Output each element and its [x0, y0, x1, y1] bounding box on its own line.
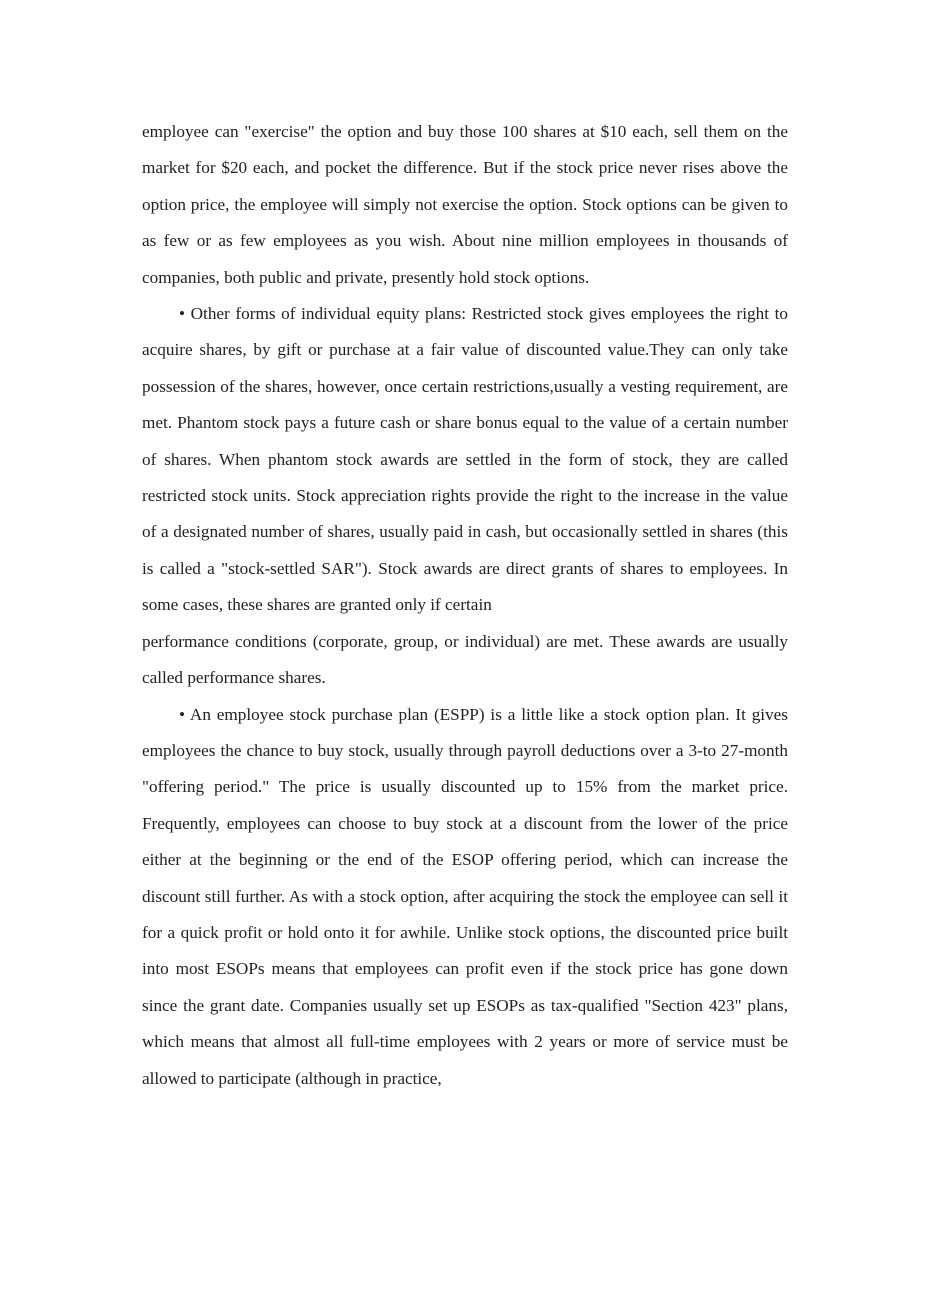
paragraph-stock-options-continued: employee can "exercise" the option and buy those 100 shares at $10 each, sell them on the market for $20 each, and pocket the difference. But if the stock price never rises above the option price, the employee will simply not exercise the option. Stock options can be given to as few or as few employees as you wish. About nine million employees in thousands of companies, both public and private, presently hold stock options. — [142, 122, 788, 287]
paragraph-other-equity-plans: • Other forms of individual equity plans: Restricted stock gives employees the right to acquire shares, by gift or purchase at a fair value of discounted value.They can only take possession of the shares, however, once certain restrictions,usually a vesting requirement, are met. Phantom stock pays a future cash or share bonus equal to the value of a certain number of shares. When phantom stock awards are settled in the form of stock, they are called restricted stock units. Stock appreciation rights provide the right to the increase in the value of a designated number of shares, usually paid in cash, but occasionally settled in shares (this is called a "stock-settled SAR"). Stock awards are direct grants of shares to employees. In some cases, these shares are granted only if certain — [142, 304, 788, 615]
document-body — [142, 114, 788, 1097]
paragraph-espp: • An employee stock purchase plan (ESPP) is a little like a stock option plan. It gives employees the chance to buy stock, usually through payroll deductions over a 3-to 27-month "offering period." The price is usually discounted up to 15% from the market price. Frequently, employees can choose to buy stock at a discount from the lower of the price either at the beginning or the end of the ESOP offering period, which can increase the discount still further. As with a stock option, after acquiring the stock the employee can sell it for a quick profit or hold onto it for awhile. Unlike stock options, the discounted price built into most ESOPs means that employees can profit even if the stock price has gone down since the grant date. Companies usually set up ESOPs as tax-qualified "Section 423" plans, which means that almost all full-time employees with 2 years or more of service must be allowed to participate (although in practice, — [142, 704, 788, 1088]
paragraph-performance-shares: performance conditions (corporate, group, or individual) are met. These awards are usually called performance shares. — [142, 631, 788, 688]
